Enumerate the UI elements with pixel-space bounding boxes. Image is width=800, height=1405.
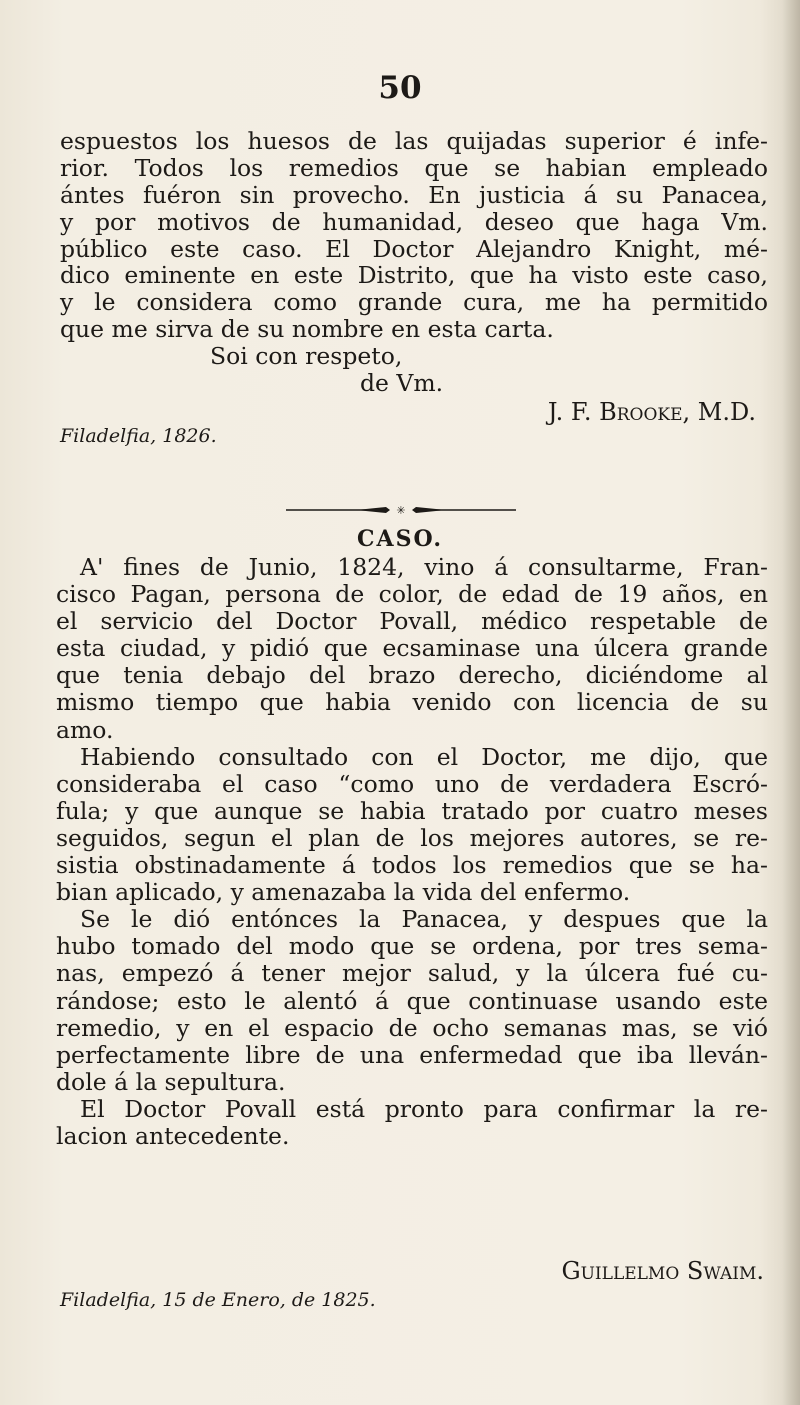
case-line: lacion antecedente. (56, 1121, 290, 1150)
case-line: amo. (56, 715, 114, 744)
case-line: Se le dió entónces la Panacea, y despues que la (80, 905, 768, 934)
signature-name: Brooke, M.D. (599, 397, 756, 426)
case-line: A' fines de Junio, 1824, vino á consultarme, Fran- (80, 553, 768, 581)
letter-body (60, 127, 768, 447)
letter-closing: Soi con respeto, (210, 342, 403, 371)
case-place-date: Filadelfia, 15 de Enero, de 1825. (60, 1289, 376, 1311)
case-signature: Guillelmo Swaim. (561, 1257, 764, 1285)
case-line: nas, empezó á tener mejor salud, y la úlcera fué cu- (56, 959, 768, 988)
section-title: CASO. (356, 526, 443, 552)
case-line: esta ciudad, y pidió que ecsaminase una úlcera grande (56, 634, 768, 663)
case-line: fula; y que aunque se habia tratado por cuatro meses (56, 796, 768, 825)
case-line: mismo tiempo que habia venido con licencia de su (56, 688, 768, 717)
case-line: El Doctor Povall está pronto para confirmar la re- (80, 1094, 768, 1123)
case-body (56, 554, 768, 1150)
case-line: remedio, y en el espacio de ocho semanas mas, se vió (56, 1013, 768, 1042)
signature-initials: J. F. (547, 397, 600, 426)
case-line: bian aplicado, y amenazaba la vida del enfermo. (56, 878, 631, 907)
case-line: rándose; esto le alentó á que continuase usando este (56, 986, 768, 1015)
case-line: que tenia debajo del brazo derecho, diciéndome al (56, 661, 768, 690)
letter-signature-block (60, 397, 768, 447)
case-line: Habiendo consultado con el Doctor, me dijo, que (80, 742, 768, 771)
ornament-divider (286, 504, 516, 516)
case-line: seguidos, segun el plan de los mejores autores, se re- (56, 823, 768, 852)
svg-text:✳: ✳ (396, 504, 406, 516)
letter-line: espuestos los huesos de las quijadas superior é infe- (60, 127, 768, 155)
letter-line: y le considera como grande cura, me ha permitido (60, 288, 768, 317)
letter-line: ántes fuéron sin provecho. En justicia á su Panacea, (60, 180, 768, 209)
case-line: cisco Pagan, persona de color, de edad de 19 años, en (56, 580, 768, 609)
case-line: sistia obstinadamente á todos los remedios que se ha- (56, 851, 768, 880)
case-line: hubo tomado del modo que se ordena, por tres sema- (56, 932, 768, 961)
letter-place-date: Filadelfia, 1826. (60, 424, 217, 447)
case-line: perfectamente libre de una enfermedad que iba lleván- (56, 1040, 768, 1069)
page-number: 50 (378, 70, 422, 106)
case-line: consideraba el caso “como uno de verdadera Escró- (56, 769, 768, 798)
case-line: el servicio del Doctor Povall, médico respetable de (56, 607, 768, 636)
case-signature-block (60, 1257, 768, 1317)
letter-closing-salutation: de Vm. (360, 369, 444, 398)
case-line: dole á la sepultura. (56, 1067, 286, 1096)
letter-line: rior. Todos los remedios que se habian empleado (60, 153, 768, 182)
letter-line: que me sirva de su nombre en esta carta. (60, 315, 554, 344)
letter-line: y por motivos de humanidad, deseo que haga Vm. (60, 207, 768, 236)
page-edge-shadow (782, 0, 800, 1405)
letter-line: público este caso. El Doctor Alejandro Knight, mé- (60, 234, 768, 263)
letter-signature (548, 399, 756, 426)
letter-line: dico eminente en este Distrito, que ha visto este caso, (60, 261, 768, 290)
